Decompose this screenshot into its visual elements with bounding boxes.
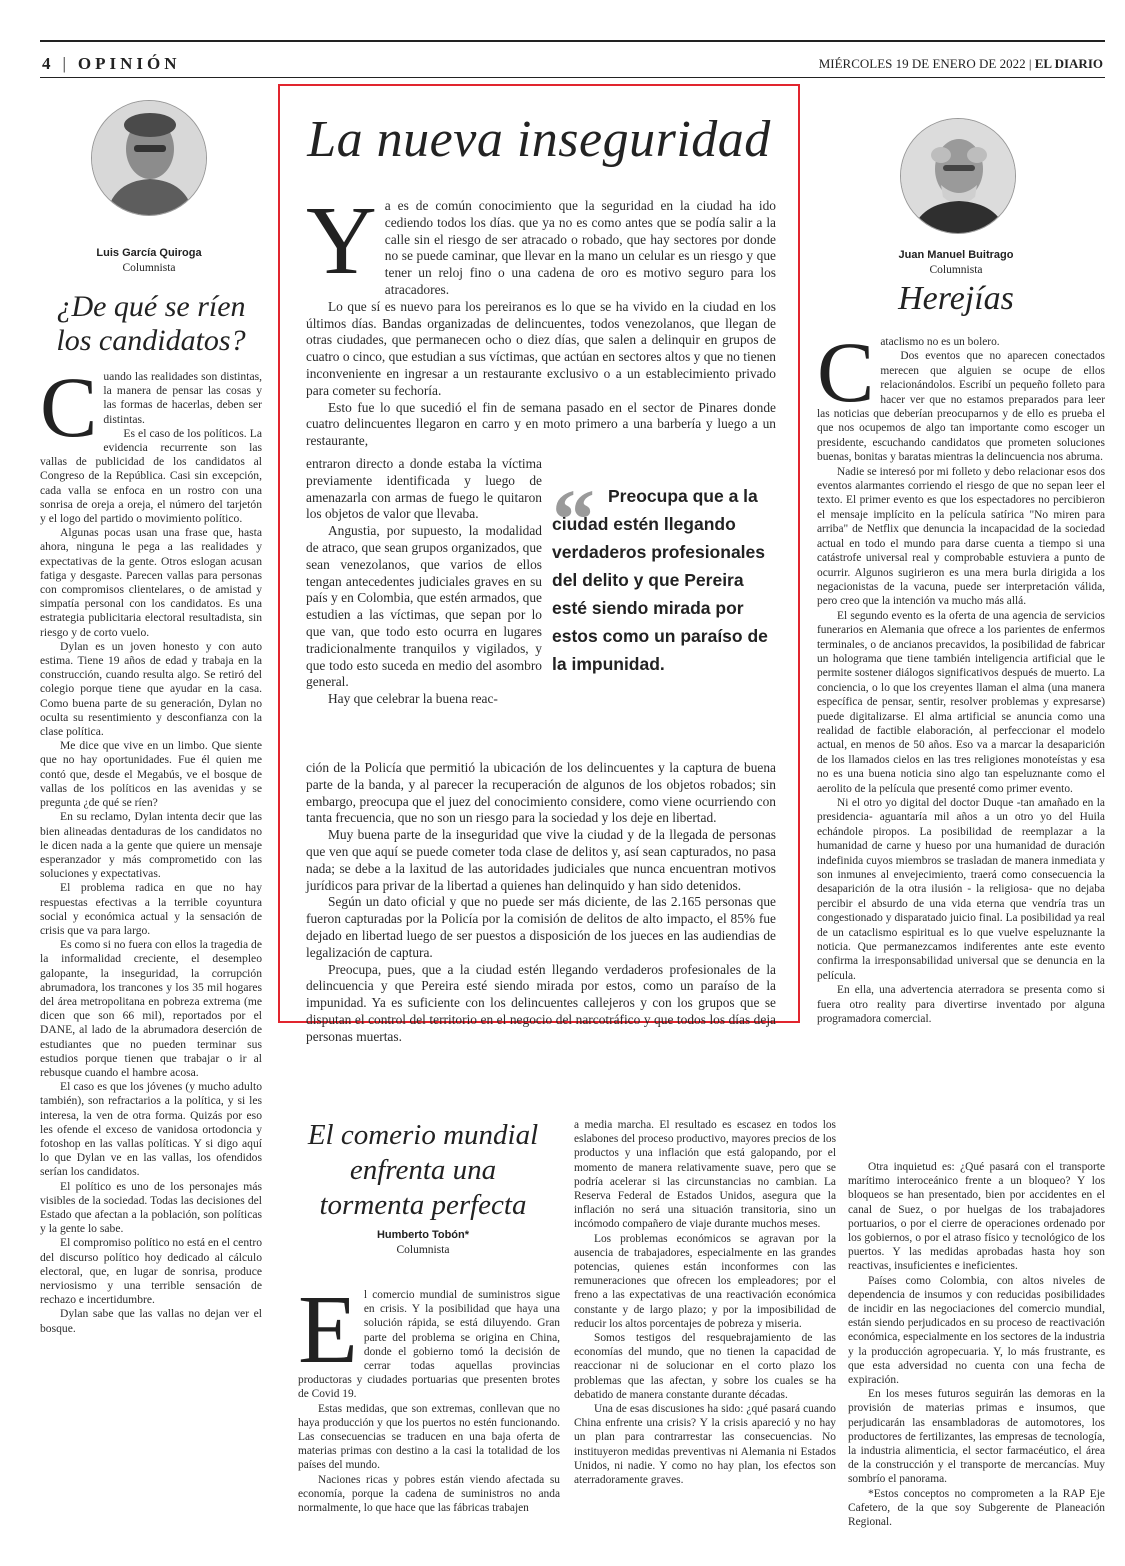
paragraph: Dylan sabe que las vallas no dejan ver el bosque. — [40, 1307, 262, 1335]
paragraph: Es el caso de los políticos. La evidencia recurrente son las vallas de publicidad de los candidatos al Congreso de la República. Casi sin excepción, cada valla se enfoca en un rostro con una sonrisa de oreja a oreja, el número del tarjetón y el logo del partido o movimiento político. — [40, 426, 262, 526]
bottom-title-line1: El comerio mundial — [307, 1119, 539, 1151]
column-title-left-line1: ¿De qué se ríen — [56, 290, 246, 323]
bottom-article-col2 — [574, 1118, 836, 1538]
dropcap: C — [40, 370, 98, 455]
paragraph: El caso es que los jóvenes (y mucho adulto también), son refractarios a la política, y si les interesa, la ven de otra forma. Quizás por eso les ofende el exceso de vanidosa ortodoncia y fotoshop en las vallas políticas. Y si digo aquí lo que Dylan ve en las vallas, los ofendidos serían los candidatos. — [40, 1080, 262, 1179]
bottom-title-line2: enfrenta una — [349, 1154, 497, 1186]
section-label — [42, 54, 181, 74]
paragraph: Preocupa, pues, que a la ciudad estén llegando verdaderos profesionales de la delincuencia y que Pereira esté siendo mirada por estos, como un paraíso de la impunidad. Ya es suficiente con los delincuentes callejeros y con los grupos que se disputan el control del territorio en el negocio del narcotráfico y que todos los días deja personas muertas. — [306, 961, 776, 1044]
paragraph: Los problemas económicos se agravan por la ausencia de trabajadores, especialmente en las grandes potencias, quienes están inconformes con las remuneraciones que ofrecen los empleadores; por el freno a las expectativas de una reactivación económica constante y de largo plazo; y por la imposibilidad de reducir los altos porcentajes de pobreza y miseria. — [574, 1232, 836, 1330]
quote-mark-icon: “ — [552, 471, 595, 567]
paragraph: Dos eventos que no aparecen conectados merecen que alguien se ocupe de ellos relacionándolos. Escribí un pequeño folleto para hacer ver que no estamos preparados para leer las noticias que deberían preocuparnos y de ello es prueba el que nos ocupemos de algo tan importante como escoger un presidente, escuchando candidatos que prometen soluciones buenas, bonitas y baratas mientras la delincuencia nos abruma. — [817, 350, 1105, 464]
publication-name: EL DIARIO — [1034, 56, 1103, 71]
page-number: 4 — [42, 54, 55, 73]
paragraph: ción de la Policía que permitió la ubicación de los delincuentes y la captura de buena parte de la banda, y al parecer la recuperación de algunos de los objetos robados; sin embargo, preocupa que el juez del conocimiento considere, como viene ocurriendo con tanta frecuencia, que no son un riesgo para la sociedad y los deje en libertad. — [306, 760, 776, 826]
column-title-left — [40, 290, 262, 358]
paragraph: Hay que celebrar la buena reac- — [328, 691, 498, 707]
paragraph: Ya es de común conocimiento que la seguridad en la ciudad ha ido cediendo todos los días. que ya no es como antes que se podía salir a la calle sin el riesgo de ser atracado o robado, que hay sectores por donde no se puede caminar, que llevar en la mano un celular es un riesgo y que tener un reloj fino o una cadena de oro es motivo seguro para los atracadores. — [306, 187, 776, 297]
editorial-body-narrow — [306, 456, 542, 708]
page-header — [40, 40, 1105, 78]
paragraph: Me dice que vive en un limbo. Que siente que no hay oportunidades. Fue él quien me contó que, desde el Megabús, ve el bosque de vallas de los políticos en las avenidas y se pregunta ¿de qué se ríen? — [40, 739, 262, 810]
column-body-left — [40, 370, 262, 1530]
paragraph: Naciones ricas y pobres están viendo afectada su economía, porque la cadena de suministros no anda normalmente, lo que hace que las fábricas trabajen — [298, 1473, 560, 1515]
paragraph: El compromiso político no está en el centro del discurso político hoy dedicado al cálculo electoral, que, en lugar de sonrisa, produce nerviosismo y una terrible sensación de rechazo e incertidumbre. — [40, 1236, 262, 1307]
dropcap: E — [298, 1288, 358, 1384]
author-role-right: Columnista — [929, 264, 983, 276]
paragraph: Países como Colombia, con altos niveles de dependencia de insumos y con reducidas posibilidades de incidir en las negociaciones del comercio mundial, están siendo perjudicados en su proceso de reactivación económica, especialmente en los sectores de la industria y la producción agropecuaria. Y, lo más frustrante, es que esta adversidad no cuenta con una fecha de expiración. — [848, 1274, 1105, 1387]
paragraph: Muy buena parte de la inseguridad que vive la ciudad y de la llegada de personas que ven que aquí se puede cometer toda clase de delitos y, así sean capturados, no pasa nada; se debe a la laxitud de las autoridades judiciales que nunca encuentran motivos jurídicos para privar de la libertad a quienes han delinquido y han sido detenidos. — [306, 827, 776, 893]
issue-date: MIÉRCOLES 19 DE ENERO DE 2022 — [818, 56, 1026, 71]
paragraph: *Estos conceptos no comprometen a la RAP Eje Cafetero, de la que soy Subgerente de Planeación Regional. — [848, 1487, 1105, 1529]
dropcap: Y — [306, 187, 377, 295]
paragraph: El problema radica en que no hay respuestas efectivas a la terrible coyuntura social y económica actual y la sensación de crisis que va para largo. — [40, 881, 262, 937]
editorial-body-bottom — [306, 760, 776, 1046]
pull-quote — [552, 471, 780, 678]
bottom-author-role: Columnista — [396, 1244, 450, 1256]
bottom-author-name: Humberto Tobón* — [376, 1229, 470, 1241]
paragraph: En su reclamo, Dylan intenta decir que las bien alineadas dentaduras de los candidatos no le dicen nada a la gente que quiere un mensaje esperanzador y más comprometido con las soluciones y expectativas. — [40, 810, 262, 881]
paragraph: Cataclismo no es un bolero. — [817, 335, 1000, 420]
editorial-body-top — [306, 187, 776, 450]
column-title-right: Herejías — [898, 280, 1014, 317]
paragraph: Estas medidas, que son extremas, conllevan que no haya producción y que los puertos no estén funcionando. Las consecuencias se traducen en una baja oferta de materias primas con destino a la casi la totalidad de los países del mundo. — [298, 1402, 560, 1472]
portrait-icon — [901, 119, 1016, 234]
column-body-right — [817, 335, 1105, 1091]
paragraph: entraron directo a donde estaba la víctima previamente identificada y luego de amenazarla con armas de fuego le quitaron los objetos de valor que llevaba. — [306, 456, 542, 522]
bottom-title-line3: tormenta perfecta — [319, 1189, 527, 1221]
dropcap: C — [817, 335, 875, 420]
paragraph: a media marcha. El resultado es escasez en todos los eslabones del proceso productivo, mayores precios de los productos y una inflación que está galopando, por el momento de manera relativamente suave, pero que se podría acelerar si las circunstancias no cambian. La Reserva Federal de Estados Unidos, asegura que la inflación no será una situación transitoria, sino un incómodo compañero de viaje durante muchos meses. — [574, 1119, 836, 1231]
column-title-left-line2: los candidatos? — [56, 324, 246, 357]
section-name: OPINIÓN — [77, 54, 181, 73]
paragraph: Algunas pocas usan una frase que, hasta ahora, ninguna le pega a las realidades y expectativas de la gente. Otros eslogan acusan fatiga y desgaste. Parecen vallas para personas con compromisos clientelares, o de amistad y simpatía personal con los candidatos. Es una estrategia publicitaria electoral resultadista, sin riesgo y de corto vuelo. — [40, 526, 262, 639]
paragraph: Dylan es un joven honesto y con auto estima. Tiene 19 años de edad y trabaja en la construcción, cuando resulta algo. Se retiró del colegio porque tiene que ayudar en la casa. Como buena parte de su generación, Dylan no oculta su resentimiento y desconfianza con la clase política. — [40, 639, 262, 739]
paragraph: En los meses futuros seguirán las demoras en la provisión de materias primas e insumos, que perjudicarán las ensambladoras de automotores, los productores de fertilizantes, las empresas de tecnología, la industria alimenticia, el sector farmacéutico, el área de la construcción y el transporte de mercancías. Muy sombrío el panorama. — [848, 1388, 1105, 1486]
author-name-right: Juan Manuel Buitrago — [898, 249, 1014, 261]
paragraph: Angustia, por supuesto, la modalidad de atraco, que sean grupos organizados, que sean venezolanos, que varios de ellos tengan antecedentes judiciales graves en su país y en Colombia, que estén armados, que estudien a las víctimas, que sepan por lo que van, que todo esto ocurra en lugares tradicionalmente tranquilos y vigilados, y que todo esto suceda en medio del asombro general. — [306, 523, 542, 690]
pull-quote-text: Preocupa que a la ciudad estén llegando verdaderos profesionales del delito y que Pereira esté siendo mirada por estos como un paraíso de la impunidad. — [552, 486, 768, 674]
paragraph: Somos testigos del resquebrajamiento de las economías del mundo, que no tienen la capacidad de reaccionar ni de solucionar en el corto plazo los problemas que las afectan, y sobre los cuales se ha debatido de manera constante durante décadas. — [574, 1332, 836, 1401]
paragraph: El segundo evento es la oferta de una agencia de servicios funerarios en Alemania que ofrece a los parientes de enfermos terminales, o de ancianos precavidos, la posibilidad de fabricar un holograma que tiene también inteligencia artificial que le permite sostener diálogos significativos después de muerto. La conciencia, o lo que los creyentes llaman el alma (una manera específica de pensar, sentir, resolver problemas y expresarse) puede digitalizarse. El alma artificial se anuncia como una realidad de factible elaboración, al perfeccionar el modelo actual, en menos de 50 años. Eso va a marcar la desaparición de los llamados cielos en las tres religiones monoteístas y esa no es una buena noticia sino algo tan espeluznante como el aerolito de la película que presenté como primer evento. — [817, 609, 1105, 795]
author-photo-right — [900, 118, 1016, 234]
author-name-left: Luis García Quiroga — [96, 247, 202, 259]
paragraph: Ni el otro yo digital del doctor Duque -tan amañado en la presidencia- aguantaría mil años a un otro yo del Huila echándole piropos. La posibilidad de reemplazar a la humanidad de carne y hueso por una humanidad de duración indefinida cuyos miembros se trasladan de manera inmediata y son inmunes al envejecimiento, traerá como consecuencia la desaparición de la otra ilusión - la religiosa- que no dejaba percibir el absurdo de una vida eterna que vendría tras un congestionado y disparatado juicio final. La posibilidad ya real de un cataclismo espiritual es lo que vuelve espeluznante la noticia. Que permanezcamos indiferentes ante este evento confirma la irresponsabilidad universal que se denuncia en la película. — [817, 797, 1105, 982]
bottom-article-col1 — [298, 1288, 560, 1550]
bottom-article-title — [282, 1118, 564, 1223]
paragraph: Es como si no fuera con ellos la tragedia de la informalidad creciente, el desempleo galopante, la inseguridad, la corrupción abrumadora, los trancones y los 35 mil hogares del área metropolitana en pobreza extrema (me dicen que son 66 mil), reportados por el DANE, al lado de la abrumadora deserción de estudiantes que no pueden terminar sus estudios porque tienen que trabajar o ir al rebusque cuando el hambre acosa. — [40, 938, 262, 1079]
paragraph: Esto fue lo que sucedió el fin de semana pasado en el sector de Pinares donde cuatro delincuentes llegaron en carro y en moto primero a una barbería y luego a un restaurante, — [306, 399, 776, 449]
header-separator: | — [62, 54, 70, 73]
portrait-icon — [92, 101, 207, 216]
paragraph: Lo que sí es nuevo para los pereiranos es lo que se ha vivido en la ciudad en los últimos días. Bandas organizadas de delincuentes, todos venezolanos, que llegan de otras ciudades, que permanecen ocho o diez días, que salen a delinquir en grupos de cuatro o cinco, que estudian a sus víctimas, que actúan en sectores altos y que no tienen inconveniente en ingresar a un restaurante exclusivo o a un establecimiento privado para cometer su fechoría. — [306, 298, 776, 398]
author-role-left: Columnista — [122, 262, 176, 274]
paragraph: El político es uno de los personajes más visibles de la sociedad. Todas las decisiones del Estado que afectan a la población, son políticas y la gente lo sabe. — [40, 1179, 262, 1236]
editorial-title: La nueva inseguridad — [307, 111, 771, 168]
date-line: MIÉRCOLES 19 DE ENERO DE 2022 | EL DIARIO — [818, 56, 1103, 71]
paragraph: En ella, una advertencia aterradora se presenta como si fuera otro reality para divertirse inventado por alguna programadora comercial. — [817, 984, 1105, 1026]
paragraph: Otra inquietud es: ¿Qué pasará con el transporte marítimo interoceánico frente a un bloqueo? Y los bloqueos se han presentado, bien por accidentes en el canal de Suez, o por huelgas de los trabajadores portuarios, o por el cierre de operaciones ordenado por los gobiernos, o por el atraso físico y tecnológico de los puertos. Y las medidas aprobadas hasta hoy son reactivas, insuficientes e ineficientes. — [848, 1161, 1105, 1273]
paragraph: Nadie se interesó por mi folleto y debo relacionar esos dos eventos alarmantes corriendo el riesgo de que no sepan leer el texto. El primer evento es que los espectadores no percibieron el mensaje implícito en la película satírica "No miren para arriba" de Netflix que denuncia la incapacidad de la sociedad actual en todo el mundo para darse cuenta a tiempo si una catástrofe universal real y comprobable estuviera a punto de ocurrir. Algunos sugirieron es una mera burla dirigida a los negacionistas de la vacuna, puede ser interpretación válida, pero creo que la intención va mucho más allá. — [817, 465, 1105, 608]
paragraph: Según un dato oficial y que no puede ser más diciente, de las 2.165 personas que fueron capturadas por la Policía por la comisión de delitos de alto impacto, el 85% fue dejado en libertad luego de ser puestos a disposición de los jueces en las audiendias de legalización de captura. — [306, 894, 776, 960]
paragraph: Una de esas discusiones ha sido: ¿qué pasará cuando China enfrente una crisis? Y la crisis apareció y no hay un plan para contrarrestar las consecuencias. No instituyeron medidas preventivas ni Alemania ni Estados Unidos, ni nadie. Y como no hay plan, los efectos son aterradoramente graves. — [574, 1403, 836, 1487]
bottom-article-col3 — [848, 1160, 1105, 1560]
paragraph: Cuando las realidades son distintas, la manera de pensar las cosas y las formas de hacerlas, deben ser distintas. — [40, 370, 262, 455]
paragraph: El comercio mundial de suministros sigue en crisis. Y la posibilidad que haya una solución rápida, se está diluyendo. Gran parte del problema se origina en China, donde el gobierno tomó la decisión de cerrar todas aquellas provincias productoras y ciudades portuarias que presenten brotes de Covid 19. — [298, 1288, 560, 1401]
author-photo-left — [91, 100, 207, 216]
